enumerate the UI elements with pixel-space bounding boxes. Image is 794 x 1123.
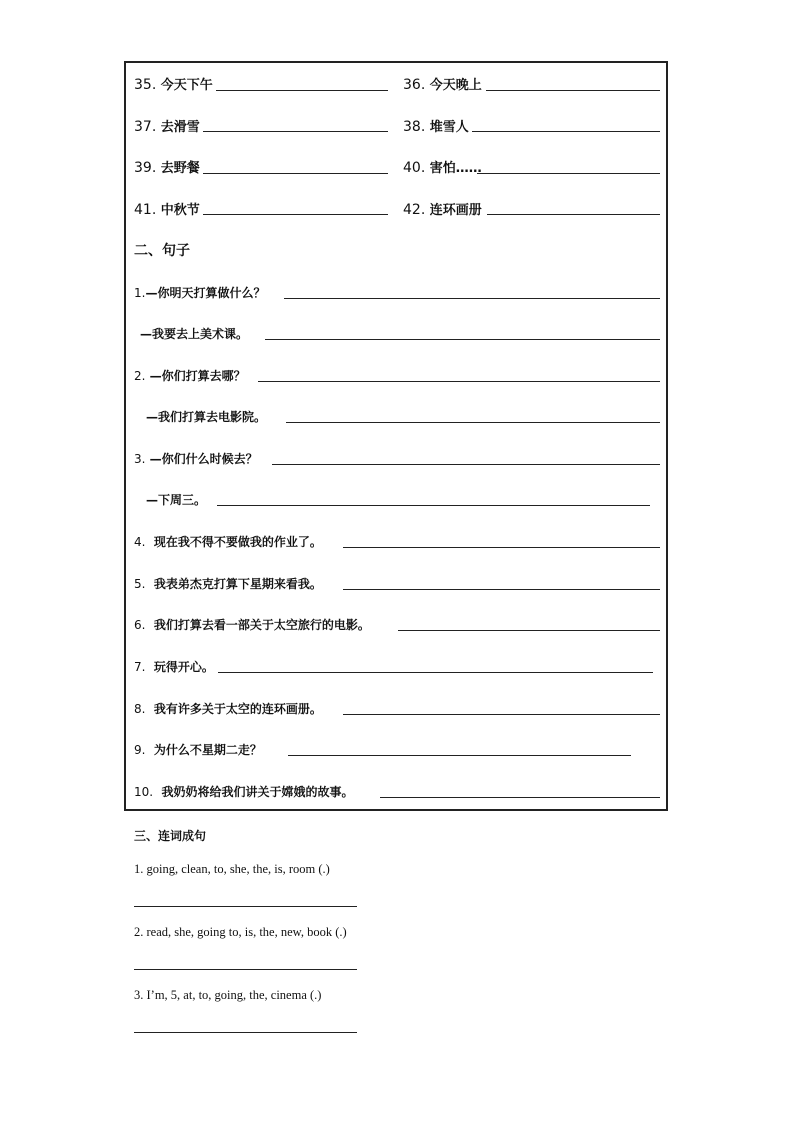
vocab-item-42 [403, 199, 482, 218]
sentence-3-answer [146, 491, 206, 508]
section-3-heading: 三、连词成句 [134, 829, 207, 843]
sentence-5 [134, 575, 322, 592]
answer-line[interactable] [477, 173, 660, 174]
item-text: 去野餐 [160, 161, 200, 176]
item-text: 害怕…… [429, 161, 482, 176]
item-number: 38. [403, 119, 426, 135]
item-number: 8. [134, 702, 146, 716]
vocab-item-35 [134, 74, 213, 93]
item-text: 中秋节 [160, 203, 200, 218]
item-number: 6. [134, 618, 146, 632]
item-number: 36. [403, 77, 426, 93]
answer-line[interactable] [203, 173, 388, 174]
sentence-9 [134, 741, 262, 758]
item-text: 我有许多关于太空的连环画册。 [153, 702, 322, 716]
answer-line[interactable] [272, 464, 660, 465]
vocab-item-38 [403, 116, 469, 135]
vocab-item-39 [134, 157, 200, 176]
sentence-1-question [134, 284, 265, 301]
item-text: 我表弟杰克打算下星期来看我。 [153, 577, 322, 591]
item-number: 1. [134, 286, 146, 300]
item-text: 今天晚上 [429, 78, 482, 93]
sentence-4 [134, 533, 322, 550]
sentence-10 [134, 783, 353, 800]
item-text: 连环画册 [429, 203, 482, 218]
item-number: 41. [134, 202, 157, 218]
item-text: 今天下午 [160, 78, 213, 93]
item-text: 堆雪人 [429, 120, 469, 135]
item-number: 9. [134, 743, 146, 757]
item-number: 10. [134, 785, 154, 799]
sentence-8 [134, 700, 322, 717]
answer-line[interactable] [472, 131, 660, 132]
section-2-heading: 二、句子 [134, 243, 190, 259]
item-text: —我们打算去电影院。 [146, 410, 267, 424]
item-text: —我要去上美术课。 [140, 327, 249, 341]
sentence-1-answer [140, 325, 248, 342]
item-number: 40. [403, 160, 426, 176]
answer-line[interactable] [343, 547, 660, 548]
answer-line[interactable] [203, 131, 388, 132]
item-number: 4. [134, 535, 146, 549]
answer-line[interactable] [258, 381, 660, 382]
word-order-item-2: 2. read, she, going to, is, the, new, book (.) [134, 925, 347, 939]
sentence-3-question [134, 450, 258, 467]
vocab-item-40 [403, 157, 482, 176]
item-text: 去滑雪 [160, 120, 200, 135]
item-number: 37. [134, 119, 157, 135]
sentence-2-answer [146, 408, 266, 425]
vocab-item-36 [403, 74, 482, 93]
answer-line[interactable] [343, 589, 660, 590]
answer-line[interactable] [134, 969, 357, 970]
answer-line[interactable] [487, 214, 660, 215]
item-text: —下周三。 [146, 493, 207, 507]
answer-line[interactable] [284, 298, 660, 299]
item-number: 2. [134, 369, 146, 383]
answer-line[interactable] [218, 672, 653, 673]
item-number: 3. [134, 452, 146, 466]
answer-line[interactable] [343, 714, 660, 715]
vocab-item-41 [134, 199, 200, 218]
item-text: 我们打算去看一部关于太空旅行的电影。 [153, 618, 370, 632]
answer-line[interactable] [288, 755, 631, 756]
answer-line[interactable] [286, 422, 660, 423]
sentence-2-question [134, 367, 246, 384]
answer-line[interactable] [398, 630, 660, 631]
answer-line[interactable] [265, 339, 660, 340]
answer-line[interactable] [134, 1032, 357, 1033]
word-order-item-3: 3. I’m, 5, at, to, going, the, cinema (.) [134, 988, 322, 1002]
item-number: 35. [134, 77, 157, 93]
answer-line[interactable] [486, 90, 660, 91]
item-text: 为什么不星期二走？ [153, 743, 262, 757]
answer-line[interactable] [217, 505, 650, 506]
item-text: 玩得开心。 [153, 660, 214, 674]
item-text: —你明天打算做什么？ [145, 286, 266, 300]
item-number: 5. [134, 577, 146, 591]
item-number: 7. [134, 660, 146, 674]
item-text: —你们什么时候去？ [145, 452, 258, 466]
item-number: 39. [134, 160, 157, 176]
answer-line[interactable] [203, 214, 388, 215]
sentence-6 [134, 616, 370, 633]
item-text: 我奶奶将给我们讲关于嫦娥的故事。 [161, 785, 354, 799]
answer-line[interactable] [134, 906, 357, 907]
answer-line[interactable] [216, 90, 388, 91]
item-text: —你们打算去哪？ [145, 369, 246, 383]
word-order-item-1: 1. going, clean, to, she, the, is, room (.) [134, 862, 330, 876]
answer-line[interactable] [380, 797, 660, 798]
item-text: 现在我不得不要做我的作业了。 [153, 535, 322, 549]
vocab-item-37 [134, 116, 200, 135]
sentence-7 [134, 658, 214, 675]
item-number: 42. [403, 202, 426, 218]
